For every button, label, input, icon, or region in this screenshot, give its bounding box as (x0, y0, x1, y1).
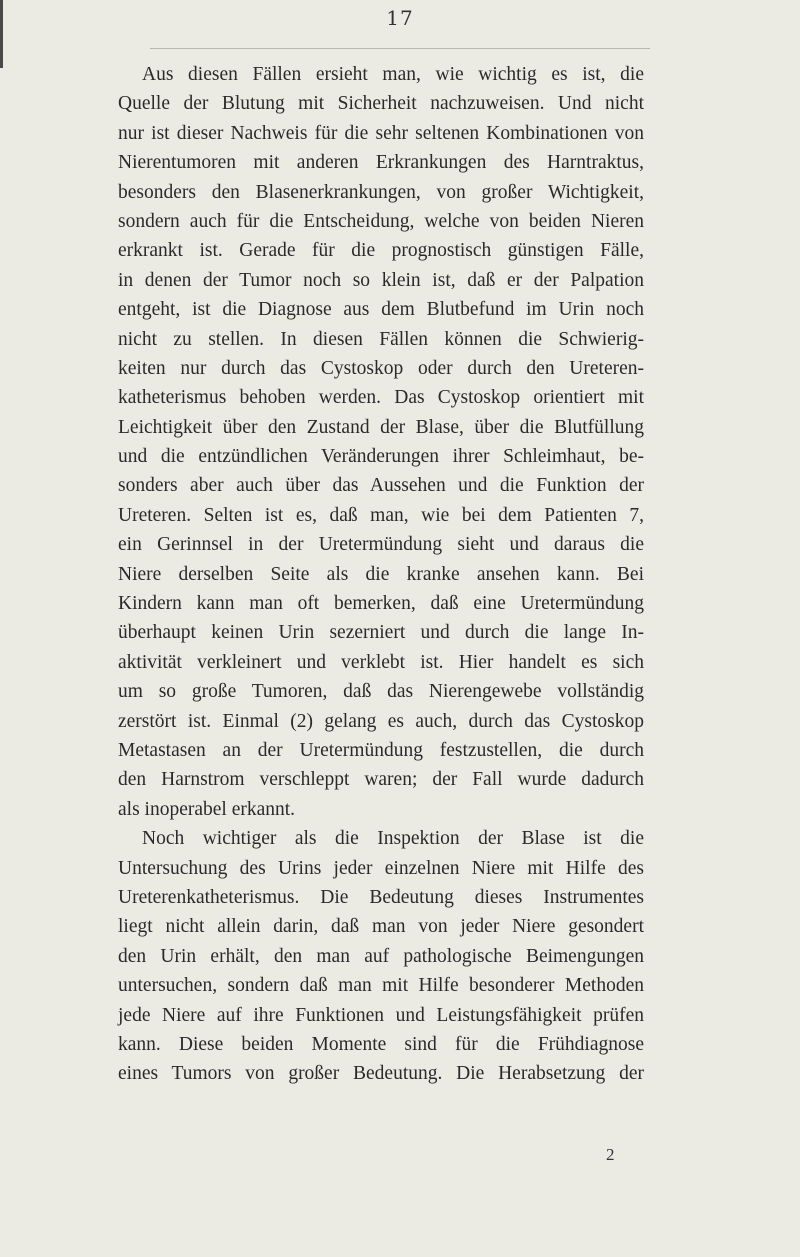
text-line: Nierentumoren mit anderen Erkrankungen des Harntraktus, (118, 152, 644, 174)
text-line: sonders aber auch über das Aussehen und die Funktion der (118, 475, 644, 497)
text-line: untersuchen, sondern daß man mit Hilfe besonderer Methoden (118, 975, 644, 997)
paragraph (118, 824, 644, 1089)
text-line: zerstört ist. Einmal (2) gelang es auch, durch das Cystoskop (118, 710, 644, 732)
body-text (118, 60, 644, 1089)
text-line: katheterismus behoben werden. Das Cystoskop orientiert mit (118, 387, 644, 409)
text-line: und die entzündlichen Veränderungen ihrer Schleimhaut, be- (118, 446, 644, 468)
paragraph (118, 60, 644, 824)
text-line: nur ist dieser Nachweis für die sehr seltenen Kombinationen von (118, 122, 644, 144)
text-line: den Urin erhält, den man auf pathologische Beimengungen (118, 945, 644, 967)
text-line: Kindern kann man oft bemerken, daß eine Uretermündung (118, 593, 644, 615)
page-number: 17 (386, 6, 414, 30)
text-line: Aus diesen Fällen ersieht man, wie wichtig es ist, die (142, 64, 644, 85)
text-line: liegt nicht allein darin, daß man von jeder Niere gesondert (118, 916, 644, 938)
text-line: um so große Tumoren, daß das Nierengewebe vollständig (118, 681, 644, 703)
text-line: Ureteren. Selten ist es, daß man, wie bei dem Patienten 7, (118, 504, 644, 526)
text-line: Metastasen an der Uretermündung festzustellen, die durch (118, 739, 644, 761)
text-line: erkrankt ist. Gerade für die prognostisch günstigen Fälle, (118, 240, 644, 262)
text-line: aktivität verkleinert und verklebt ist. Hier handelt es sich (118, 651, 644, 673)
text-line: besonders den Blasenerkrankungen, von großer Wichtigkeit, (118, 181, 644, 203)
signature-mark: 2 (606, 1145, 615, 1164)
text-line: als inoperabel erkannt. (118, 798, 296, 820)
text-line: jede Niere auf ihre Funktionen und Leistungsfähigkeit prüfen (118, 1004, 644, 1026)
text-line: Ureterenkatheterismus. Die Bedeutung dieses Instrumentes (118, 886, 644, 908)
text-line: keiten nur durch das Cystoskop oder durch den Ureteren- (118, 357, 644, 379)
text-line: sondern auch für die Entscheidung, welche von beiden Nieren (118, 210, 644, 232)
text-line: eines Tumors von großer Bedeutung. Die Herabsetzung der (118, 1063, 644, 1085)
text-line: nicht zu stellen. In diesen Fällen können die Schwierig- (118, 328, 644, 350)
text-line: überhaupt keinen Urin sezerniert und durch die lange In- (118, 622, 644, 644)
text-line: Noch wichtiger als die Inspektion der Blase ist die (142, 828, 644, 850)
text-line: in denen der Tumor noch so klein ist, daß er der Palpation (118, 269, 644, 291)
text-line: kann. Diese beiden Momente sind für die Frühdiagnose (118, 1033, 644, 1055)
text-line: Leichtigkeit über den Zustand der Blase, über die Blutfüllung (118, 416, 644, 438)
text-line: Untersuchung des Urins jeder einzelnen Niere mit Hilfe des (118, 857, 644, 879)
text-line: Quelle der Blutung mit Sicherheit nachzuweisen. Und nicht (118, 93, 644, 115)
text-line: den Harnstrom verschleppt waren; der Fall wurde dadurch (118, 769, 644, 791)
header-rule (150, 48, 650, 49)
text-line: Niere derselben Seite als die kranke ansehen kann. Bei (118, 563, 644, 585)
text-line: entgeht, ist die Diagnose aus dem Blutbefund im Urin noch (118, 299, 644, 321)
text-line: ein Gerinnsel in der Uretermündung sieht und daraus die (118, 534, 644, 556)
